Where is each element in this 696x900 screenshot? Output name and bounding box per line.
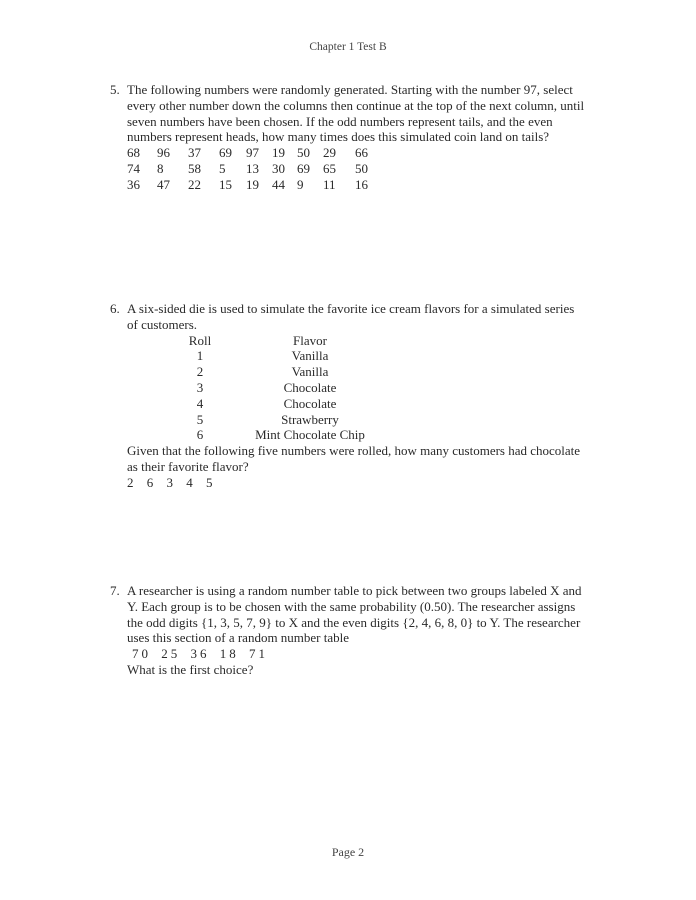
roll-cell: 5 <box>196 411 204 427</box>
number-cell: 47 <box>157 176 170 192</box>
rolled-number: 5 <box>206 474 213 490</box>
roll-cell: 4 <box>196 395 204 411</box>
number-row <box>127 145 381 161</box>
die-flavor-table <box>183 333 375 444</box>
question-text-line: every other number down the columns then continue at the top of the next column, until <box>127 97 585 113</box>
rolled-number: 3 <box>166 474 173 490</box>
rolled-number: 6 <box>146 474 154 490</box>
random-numbers-grid <box>127 145 381 192</box>
number-cell: 15 <box>219 176 232 192</box>
table-row <box>183 364 375 380</box>
roll-cell: 2 <box>196 364 204 380</box>
question-text-line: Y. Each group is to be chosen with the same probability (0.50). The researcher assigns <box>127 598 576 614</box>
number-cell: 11 <box>323 176 336 192</box>
question-7 <box>110 583 610 678</box>
number-cell: 50 <box>355 160 368 176</box>
number-cell: 44 <box>272 176 285 192</box>
number-cell: 69 <box>219 145 232 161</box>
roll-cell: 3 <box>196 379 204 395</box>
number-cell: 5 <box>219 160 226 176</box>
random-number-table: 70 25 36 18 71 <box>132 646 268 662</box>
number-cell: 8 <box>157 160 164 176</box>
number-cell: 97 <box>246 145 259 161</box>
roll-cell: 6 <box>196 427 204 443</box>
number-cell: 16 <box>355 176 368 192</box>
rolled-number: 4 <box>186 474 193 490</box>
page-number: Page 2 <box>331 845 365 859</box>
table-row <box>183 396 375 412</box>
number-cell: 50 <box>297 145 310 161</box>
number-cell: 68 <box>127 145 140 161</box>
question-text-line: Given that the following five numbers were rolled, how many customers had chocolate <box>127 443 581 459</box>
number-cell: 13 <box>246 160 259 176</box>
flavor-cell: Chocolate <box>283 379 337 395</box>
table-header-row <box>183 333 375 349</box>
column-header-flavor: Flavor <box>293 332 327 348</box>
flavor-cell: Mint Chocolate Chip <box>255 427 365 443</box>
table-row <box>183 380 375 396</box>
number-cell: 69 <box>297 160 310 176</box>
number-cell: 19 <box>272 145 285 161</box>
flavor-cell: Chocolate <box>283 395 337 411</box>
table-row <box>183 427 375 443</box>
question-number: 7. <box>110 583 120 598</box>
question-text-line: as their favorite flavor? <box>127 458 249 474</box>
question-text-line: numbers represent heads, how many times does this simulated coin land on tails? <box>127 129 550 145</box>
number-cell: 65 <box>323 160 336 176</box>
question-text-line: A six-sided die is used to simulate the favorite ice cream flavors for a simulated series <box>127 301 575 316</box>
question-text-line: The following numbers were randomly generated. Starting with the number 97, select <box>127 82 573 97</box>
question-text-line: seven numbers have been chosen. If the odd numbers represent tails, and the even <box>127 113 553 129</box>
number-cell: 36 <box>127 176 140 192</box>
question-text-line: the odd digits {1, 3, 5, 7, 9} to X and the even digits {2, 4, 6, 8, 0} to Y. The researcher <box>127 614 581 630</box>
number-cell: 29 <box>323 145 336 161</box>
page-header: Chapter 1 Test B <box>309 41 387 53</box>
number-cell: 66 <box>355 145 368 161</box>
number-row <box>127 161 381 177</box>
question-text-line: A researcher is using a random number table to pick between two groups labeled X and <box>127 583 582 598</box>
question-number: 6. <box>110 301 120 316</box>
number-cell: 96 <box>157 145 170 161</box>
rolled-number: 2 <box>127 474 134 490</box>
question-number: 5. <box>110 82 120 97</box>
table-row <box>183 348 375 364</box>
question-text-line: of customers. <box>127 316 198 332</box>
number-cell: 22 <box>188 176 201 192</box>
number-cell: 58 <box>188 160 201 176</box>
roll-cell: 1 <box>196 348 204 364</box>
number-cell: 30 <box>272 160 285 176</box>
number-cell: 19 <box>246 176 259 192</box>
flavor-cell: Vanilla <box>291 348 329 364</box>
column-header-roll: Roll <box>188 332 212 348</box>
question-body <box>127 82 610 193</box>
question-prompt: What is the first choice? <box>127 661 254 677</box>
flavor-cell: Vanilla <box>291 364 329 380</box>
question-text-line: uses this section of a random number table <box>127 630 350 646</box>
number-cell: 9 <box>297 176 304 192</box>
number-cell: 74 <box>127 160 140 176</box>
number-cell: 37 <box>188 145 201 161</box>
question-5 <box>110 82 610 193</box>
question-body <box>127 301 610 491</box>
table-row <box>183 412 375 428</box>
question-body <box>127 583 610 678</box>
number-row <box>127 177 381 193</box>
flavor-cell: Strawberry <box>281 411 339 427</box>
question-6 <box>110 301 610 491</box>
rolled-numbers <box>127 475 610 491</box>
